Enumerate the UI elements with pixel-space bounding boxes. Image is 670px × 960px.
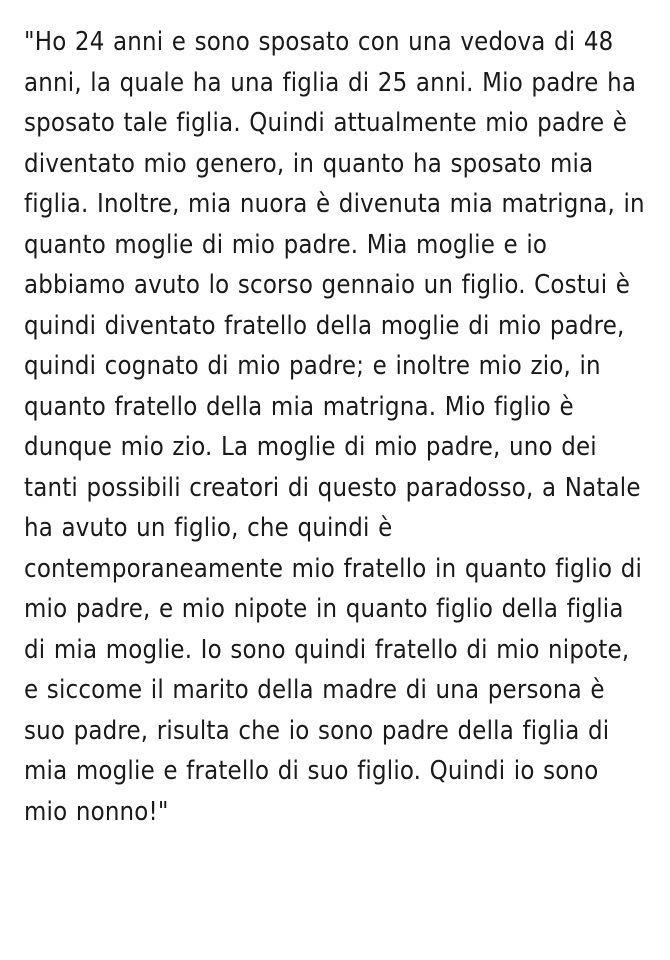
quote-paragraph: "Ho 24 anni e sono sposato con una vedova di 48 anni, la quale ha una figlia di 25 anni. Mio padre ha sposato tale figlia. Quindi attualmente mio padre è diventato mio genero, in quanto ha sposato mia figlia. Inoltre, mia nuora è divenuta mia matrigna, in quanto moglie di mio padre. Mia moglie e io abbiamo avuto lo scorso gennaio un figlio. Costui è quindi diventato fratello della moglie di mio padre, quindi cognato di mio padre; e inoltre mio zio, in quanto fratello della mia matrigna. Mio figlio è dunque mio zio. La moglie di mio padre, uno dei tanti possibili creatori di questo paradosso, a Natale ha avuto un figlio, che quindi è contemporaneamente mio fratello in quanto figlio di mio padre, e mio nipote in quanto figlio della figlia di mia moglie. Io sono quindi fratello di mio nipote, e siccome il marito della madre di una persona è suo padre, risulta che io sono padre della figlia di mia moglie e fratello di suo figlio. Quindi io sono mio nonno!" — [24, 27, 654, 827]
